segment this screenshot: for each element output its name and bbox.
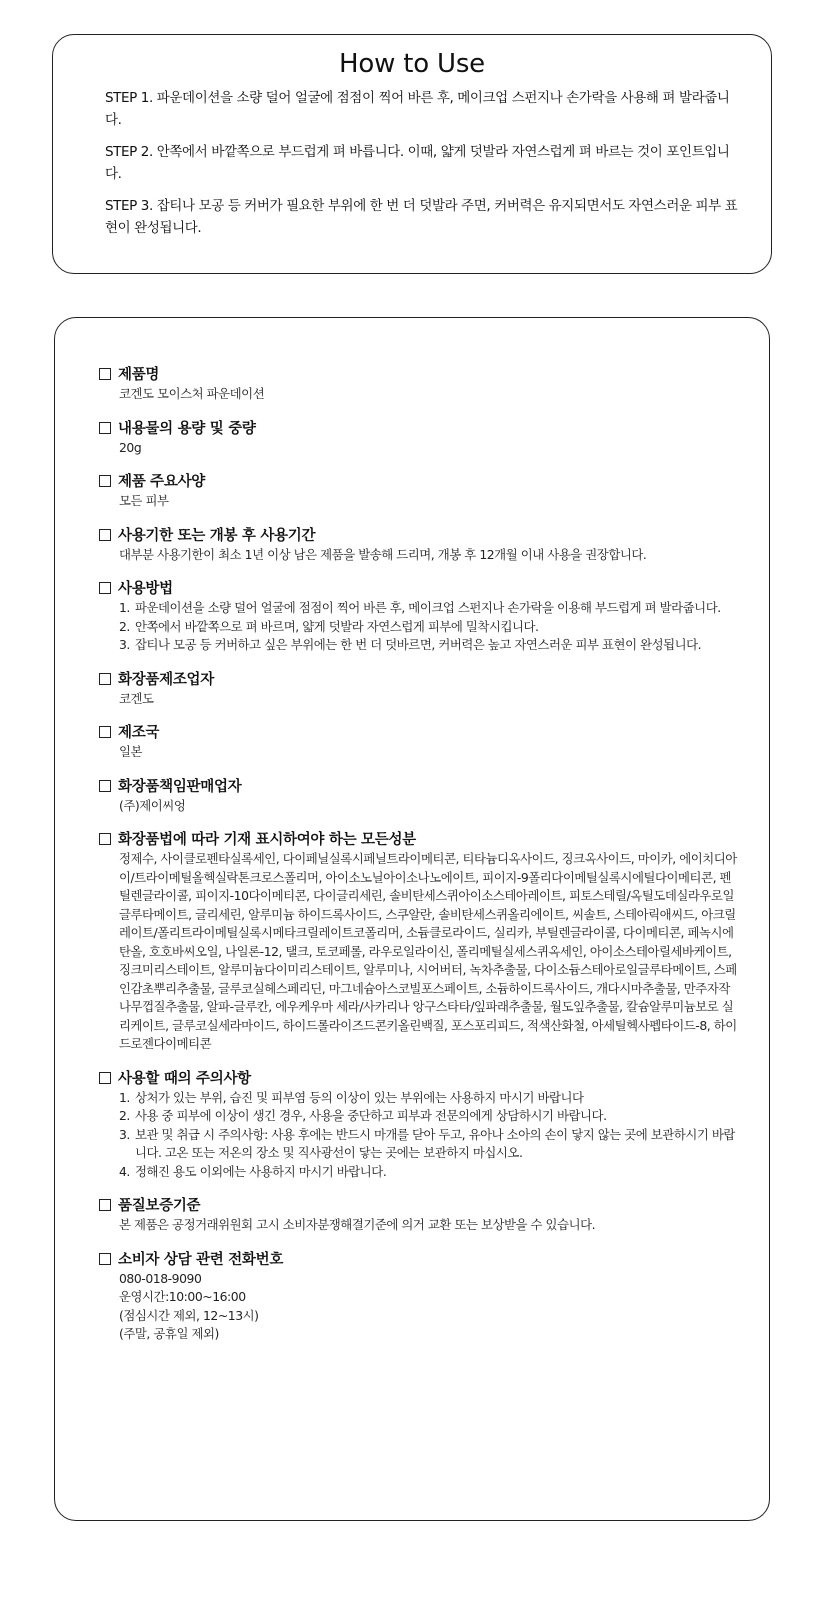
checkbox-icon <box>99 475 111 487</box>
ingredients-text: 정제수, 사이클로펜타실록세인, 다이페닐실록시페닐트라이메티콘, 티타늄디옥사이드, 징크옥사이드, 마이카, 에이치디아이/트라이메틸올헥실락톤크로스폴리머, 아이소노닐아이소나노에이트, 피이지-9폴리다이메틸실록시에틸다이메티콘, 펜틸렌글라이콜, 피이지-10다이메티콘, 다이글리세린, 솔비탄세스퀴아이소스테아레이트, 피토스테릴/옥틸도데실라우로일글루타메이트, 글리세린, 알루미늄 하이드록사이드, 스쿠알란, 솔비탄세스퀴올리에이트, 씨솔트, 스테아릭애씨드, 아크릴레이트/폴리트라이메틸실록시메타크릴레이트코폴리머, 소듐클로라이드, 실리카, 부틸렌글라이콜, 다이메티콘, 페녹시에탄올, 호호바씨오일, 나일론-12, 탤크, 토코페롤, 라우로일라이신, 폴리메틸실세스퀴옥세인, 아이소스테아릴세바케이트, 징크미리스테이트, 알루미늄다이미리스테이트, 알루미나, 시어버터, 녹차추출물, 다이소듐스테아로일글루타메이트, 스페인감초뿌리추출물, 글루코실헤스페리딘, 마그네슘아스코빌포스페이트, 소듐하이드록사이드, 개다시마추출물, 만주자작나무껍질추출물, 알파-글루칸, 에우케우마 세라/사카리나 앙구스타타/잎파래추출물, 월도잎추출물, 칼슘알루미늄보로 실리케이트, 글루코실세라마이드, 하이드롤라이즈드콘키올린백질, 포스포리피드, 적색산화철, 아세틸헥사펩타이드-8, 하이드로젠다이메티콘 <box>119 851 737 1051</box>
section-title: 제품명 <box>118 367 160 383</box>
section-title: 소비자 상담 관련 전화번호 <box>118 1251 284 1268</box>
list-item <box>119 1107 739 1126</box>
section-title: 품질보증기준 <box>118 1198 201 1214</box>
phone-number: 080-018-9090 <box>119 1270 202 1286</box>
step-1-text: 파운데이션을 소량 덜어 얼굴에 점점이 찍어 바른 후, 메이크업 스펀지나 손가락을 사용해 펴 발라줍니다. <box>105 90 730 128</box>
section-value: 대부분 사용기한이 최소 1년 이상 남은 제품을 발송해 드리며, 개봉 후 12개월 이내 사용을 권장합니다. <box>119 546 647 562</box>
section-value: 20g <box>119 439 142 455</box>
checkbox-icon <box>99 1199 111 1211</box>
caution-list <box>119 1089 739 1182</box>
item-text: 안쪽에서 바깥쪽으로 펴 바르며, 얇게 덧발라 자연스럽게 피부에 밀착시킵니다. <box>135 618 539 634</box>
product-info-sections <box>99 366 739 1360</box>
checkbox-icon <box>99 726 111 738</box>
section-spec <box>99 473 739 511</box>
item-number: 3. <box>119 1126 130 1142</box>
section-value: 코겐도 모이스처 파운데이션 <box>119 386 265 401</box>
item-text: 보관 및 취급 시 주의사항: 사용 후에는 반드시 마개를 닫아 두고, 유아나 소아의 손이 닿지 않는 곳에 보관하시기 바랍니다. 고온 또는 저온의 장소 및 직사광선이 닿는 곳에는 보관하지 마십시오. <box>135 1126 735 1160</box>
section-title: 화장품법에 따라 기재 표시하여야 하는 모든성분 <box>118 832 416 848</box>
list-item <box>119 618 739 637</box>
section-contact <box>99 1251 739 1344</box>
item-text: 상처가 있는 부위, 습진 및 피부염 등의 이상이 있는 부위에는 사용하지 마시기 바랍니다 <box>135 1089 584 1105</box>
checkbox-icon <box>99 1072 111 1084</box>
checkbox-icon <box>99 529 111 541</box>
item-text: 파운데이션을 소량 덜어 얼굴에 점점이 찍어 바른 후, 메이크업 스펀지나 손가락을 이용해 부드럽게 펴 발라줍니다. <box>135 600 721 615</box>
step-3 <box>105 195 743 239</box>
checkbox-icon <box>99 422 111 434</box>
section-product-name <box>99 366 739 404</box>
step-3-label: STEP 3. <box>105 198 153 214</box>
section-title: 내용물의 용량 및 중량 <box>118 420 256 437</box>
checkbox-icon <box>99 1253 111 1265</box>
section-title: 제조국 <box>118 725 160 741</box>
how-to-use-card <box>52 34 772 274</box>
step-2 <box>105 141 743 185</box>
section-value: 코겐도 <box>119 690 154 706</box>
step-1-label: STEP 1. <box>105 90 153 106</box>
section-value: 일본 <box>119 744 143 759</box>
section-usage <box>99 580 739 655</box>
checkbox-icon <box>99 673 111 685</box>
item-text: 정해진 용도 이외에는 사용하지 마시기 바랍니다. <box>135 1163 387 1179</box>
item-number: 1. <box>119 1089 130 1105</box>
product-info-card <box>54 317 770 1521</box>
checkbox-icon <box>99 582 111 594</box>
item-number: 2. <box>119 618 130 634</box>
section-seller <box>99 778 739 816</box>
section-title: 제품 주요사양 <box>118 474 205 490</box>
usage-list <box>119 599 739 655</box>
lunch-note: (점심시간 제외, 12~13시) <box>119 1307 259 1323</box>
holiday-note: (주말, 공휴일 제외) <box>119 1326 219 1341</box>
checkbox-icon <box>99 368 111 380</box>
item-text: 사용 중 피부에 이상이 생긴 경우, 사용을 중단하고 피부과 전문의에게 상담하시기 바랍니다. <box>135 1108 607 1123</box>
section-title: 사용방법 <box>118 581 173 597</box>
list-item <box>119 1126 739 1163</box>
section-title: 화장품제조업자 <box>118 671 214 688</box>
how-to-use-title: How to Use <box>339 49 485 79</box>
operating-hours: 운영시간:10:00~16:00 <box>119 1289 246 1304</box>
item-number: 2. <box>119 1108 130 1123</box>
list-item <box>119 1089 739 1108</box>
section-volume <box>99 420 739 458</box>
item-number: 4. <box>119 1163 130 1179</box>
section-manufacturer <box>99 671 739 709</box>
step-1 <box>105 87 743 131</box>
section-ingredients <box>99 831 739 1054</box>
section-value: 본 제품은 공정거래위원회 고시 소비자분쟁해결기준에 의거 교환 또는 보상받을 수 있습니다. <box>119 1217 596 1232</box>
section-caution <box>99 1070 739 1182</box>
section-title: 화장품책임판매업자 <box>118 778 242 795</box>
section-value: (주)제이씨엉 <box>119 797 186 813</box>
step-3-text: 잡티나 모공 등 커버가 필요한 부위에 한 번 더 덧발라 주면, 커버력은 유지되면서도 자연스러운 피부 표현이 완성됩니다. <box>105 198 738 236</box>
item-number: 1. <box>119 600 130 615</box>
step-2-label: STEP 2. <box>105 144 153 160</box>
section-country <box>99 724 739 762</box>
item-text: 잡티나 모공 등 커버하고 싶은 부위에는 한 번 더 덧바르면, 커버력은 높고 자연스러운 피부 표현이 완성됩니다. <box>135 637 702 652</box>
list-item <box>119 1163 739 1182</box>
list-item <box>119 636 739 655</box>
item-number: 3. <box>119 637 130 652</box>
section-title: 사용할 때의 주의사항 <box>118 1070 251 1087</box>
checkbox-icon <box>99 780 111 792</box>
section-quality <box>99 1197 739 1235</box>
section-title: 사용기한 또는 개봉 후 사용기간 <box>118 527 316 544</box>
step-2-text: 안쪽에서 바깥쪽으로 부드럽게 펴 바릅니다. 이때, 얇게 덧발라 자연스럽게 펴 바르는 것이 포인트입니다. <box>105 144 730 182</box>
section-expiry <box>99 527 739 565</box>
list-item <box>119 599 739 618</box>
section-value: 모든 피부 <box>119 493 169 508</box>
checkbox-icon <box>99 833 111 845</box>
